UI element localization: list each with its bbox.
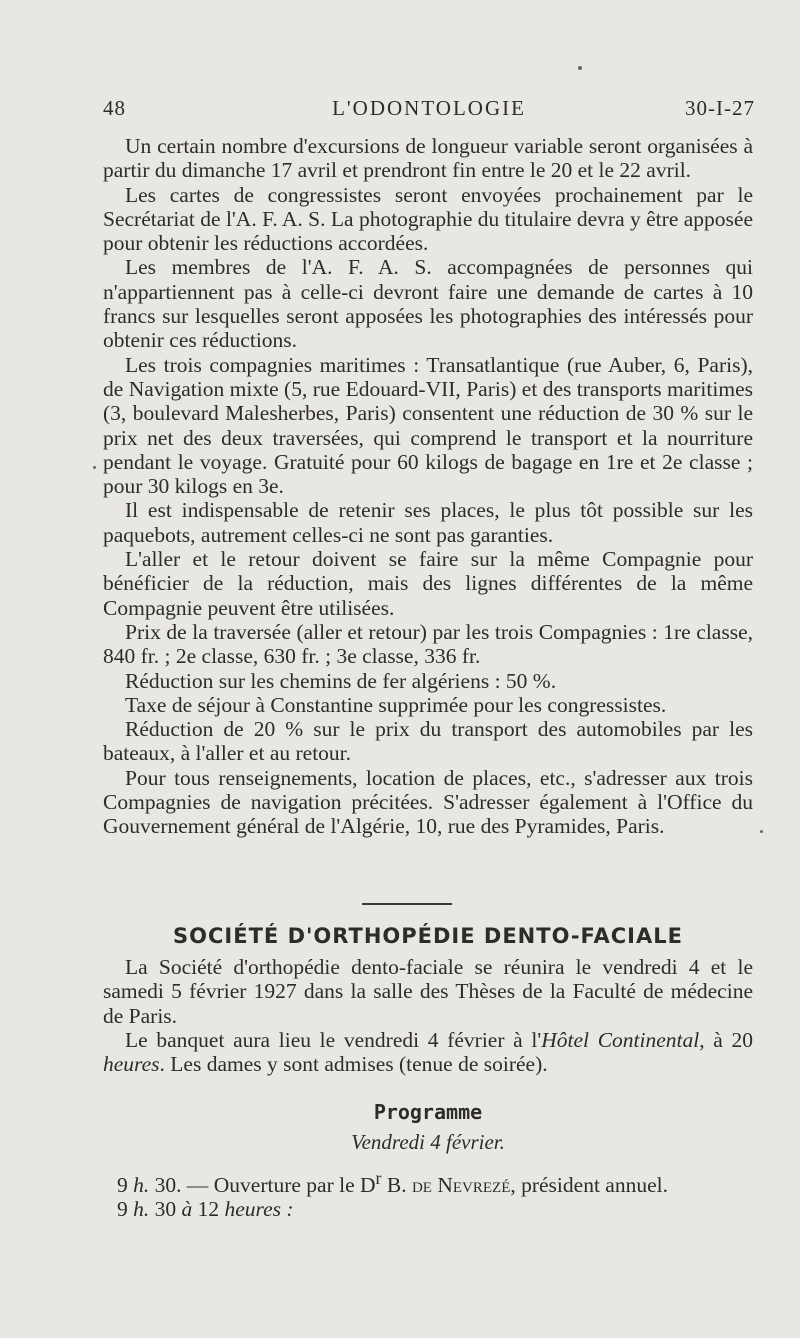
program-day: Vendredi 4 février. bbox=[351, 1130, 505, 1154]
paper-speck bbox=[760, 830, 763, 833]
schedule-item: 9 h. 30. — Ouverture par le $D^r$ B. de Nevrezé, président annuel. bbox=[117, 1168, 668, 1198]
program-heading: Programme bbox=[373, 1100, 483, 1124]
paragraph bbox=[103, 1028, 753, 1077]
paragraph: Les cartes de congressistes seront envoyées prochainement par le Secrétariat de l'A. F. A. S. La photographie du titulaire devra y être apposée pour obtenir les réductions accordées. bbox=[103, 182, 753, 256]
paragraph: Un certain nombre d'excursions de longueur variable seront organisées à partir du dimanche 17 avril et prendront fin entre le 20 et le 22 avril. bbox=[103, 134, 753, 183]
program-schedule bbox=[103, 1166, 753, 1222]
paragraph: Réduction sur les chemins de fer algériens : 50 %. bbox=[125, 668, 557, 693]
page-number: 48 bbox=[103, 96, 126, 120]
journal-title: L'ODONTOLOGIE bbox=[332, 96, 526, 120]
section-body bbox=[103, 955, 753, 1076]
hotel-name: Hôtel Continental bbox=[541, 1027, 700, 1052]
paragraph: Les membres de l'A. F. A. S. accompagnées de personnes qui n'appartiennent pas à celle-ci devront faire une demande de cartes à 10 francs sur lesquelles seront apposées les photographies des intéressés pour obtenir ces réductions. bbox=[103, 255, 753, 353]
article-body bbox=[103, 134, 753, 839]
hours-word: heures bbox=[103, 1052, 160, 1077]
paper-speck bbox=[93, 466, 96, 469]
paragraph: Les trois compagnies maritimes : Transatlantique (rue Auber, 6, Paris), de Navigation mixte (5, rue Edouard-VII, Paris) et des transports maritimes (3, boulevard Malesherbes, Paris) consentent une réduction de 30 % sur le prix net des deux traversées, qui comprend le transport et la nourriture pendant le voyage. Gratuité pour 60 kilogs de bagage en 1re et 2e classe ; pour 30 kilogs en 3e. bbox=[103, 352, 753, 499]
paragraph: La Société d'orthopédie dento-faciale se réunira le vendredi 4 et le samedi 5 février 1927 dans la salle des Thèses de la Faculté de médecine de Paris. bbox=[103, 955, 753, 1028]
text-run: . Les dames y sont admises (tenue de soirée). bbox=[159, 1052, 548, 1077]
text-run: Le banquet aura lieu le vendredi 4 février à l' bbox=[125, 1027, 542, 1052]
section-heading: SOCIÉTÉ D'ORTHOPÉDIE DENTO-FACIALE bbox=[173, 924, 683, 948]
paragraph: Pour tous renseignements, location de places, etc., s'adresser aux trois Compagnies de navigation précitées. S'adresser également à l'Office du Gouvernement général de l'Algérie, 10, rue des Pyramides, Paris. bbox=[103, 765, 753, 839]
president-name: Nevrezé bbox=[431, 1173, 511, 1198]
paragraph: Il est indispensable de retenir ses places, le plus tôt possible sur les paquebots, autrement celles-ci ne sont pas garanties. bbox=[103, 498, 753, 547]
schedule-item: 9 h. 30 à 12 heures : bbox=[117, 1197, 294, 1222]
running-header bbox=[103, 96, 755, 126]
paragraph: Réduction de 20 % sur le prix du transport des automobiles par les bateaux, à l'aller et au retour. bbox=[103, 717, 753, 766]
paper-speck bbox=[578, 66, 582, 70]
paragraph: Prix de la traversée (aller et retour) par les trois Compagnies : 1re classe, 840 fr. ; 2e classe, 630 fr. ; 3e classe, 336 fr. bbox=[103, 619, 753, 669]
issue-date: 30-I-27 bbox=[685, 96, 755, 120]
paragraph: Taxe de séjour à Constantine supprimée pour les congressistes. bbox=[125, 692, 667, 717]
section-divider bbox=[362, 903, 452, 905]
paragraph: L'aller et le retour doivent se faire sur la même Compagnie pour bénéficier de la réduction, mais des lignes différentes de la même Compagnie peuvent être utilisées. bbox=[103, 547, 753, 620]
text-run: , à 20 bbox=[699, 1027, 754, 1052]
